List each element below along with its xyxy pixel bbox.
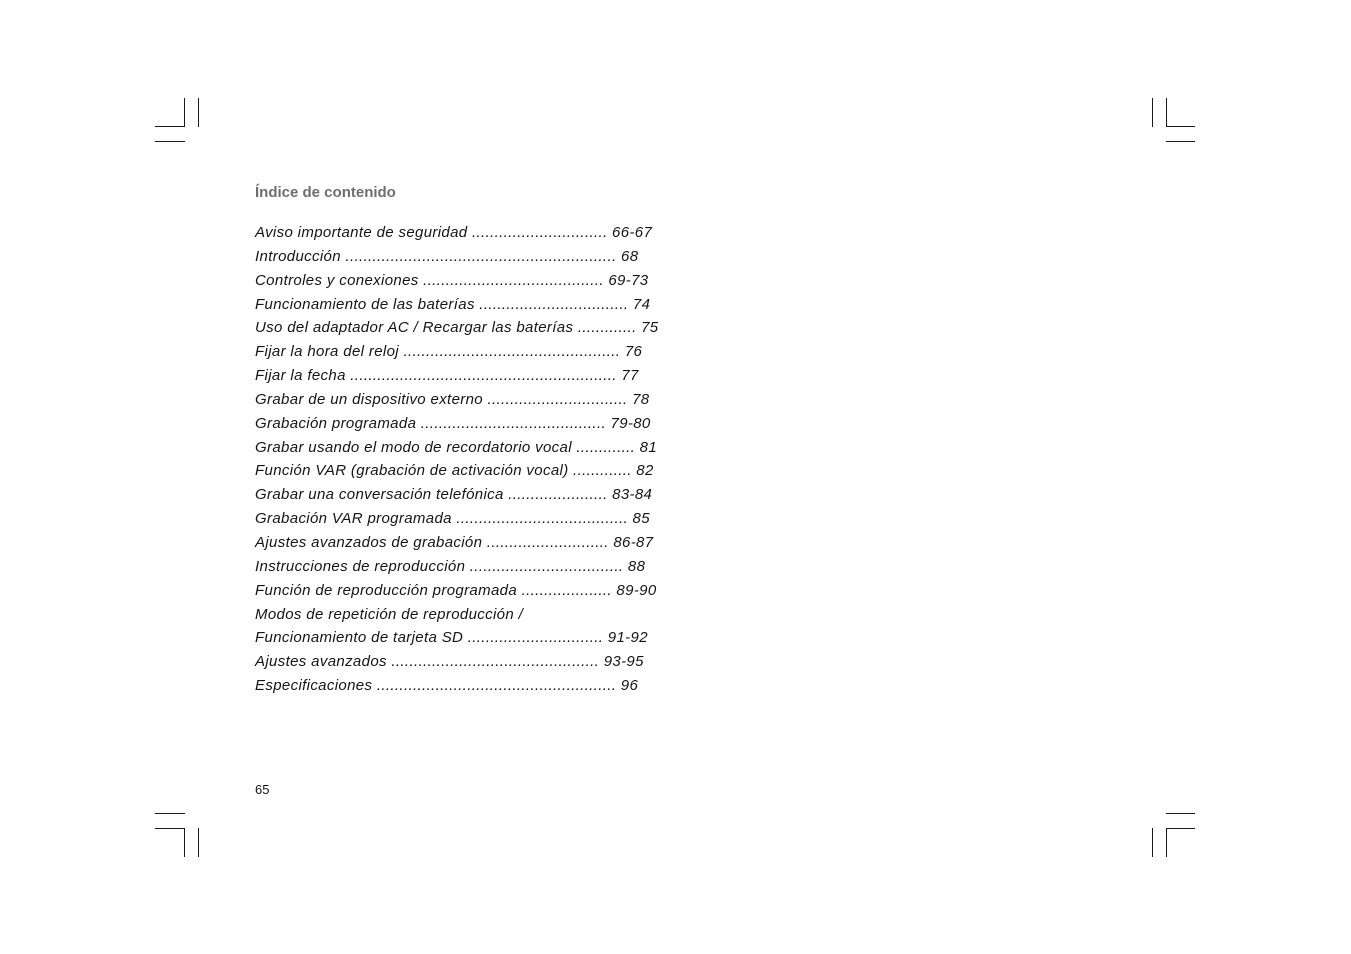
toc-entry: Funcionamiento de las baterías ................................. 74 xyxy=(255,295,651,313)
toc-entry: Instrucciones de reproducción .................................. 88 xyxy=(255,557,646,575)
crop-mark-top-right-v xyxy=(1152,98,1153,127)
crop-mark-bottom-left-h2 xyxy=(155,828,185,829)
crop-mark-bottom-left-v2 xyxy=(198,828,199,857)
toc-entry: Controles y conexiones ........................................ 69-73 xyxy=(255,271,649,289)
toc-entry: Ajustes avanzados .............................................. 93-95 xyxy=(255,653,644,671)
crop-mark-bottom-right-v2 xyxy=(1166,828,1167,857)
toc-entry: Grabación VAR programada ...................................... 85 xyxy=(255,510,650,528)
toc-entry: Fijar la fecha ........................................................... 77 xyxy=(255,367,639,385)
crop-mark-bottom-right-v xyxy=(1152,828,1153,857)
toc-entry: Aviso importante de seguridad .............................. 66-67 xyxy=(255,224,653,241)
toc-entry: Introducción ............................................................ 68 xyxy=(255,247,639,265)
toc-entry: Ajustes avanzados de grabación ........................... 86-87 xyxy=(255,533,654,551)
crop-mark-bottom-right-h xyxy=(1166,813,1195,814)
toc-entry: Fijar la hora del reloj ................................................ 76 xyxy=(255,343,643,361)
toc-entry: Función de reproducción programada .................... 89-90 xyxy=(255,581,657,599)
crop-mark-bottom-left-v xyxy=(184,828,185,857)
toc-entry: Funcionamiento de tarjeta SD .............................. 91-92 xyxy=(255,629,648,647)
crop-mark-bottom-left-h xyxy=(155,813,185,814)
crop-mark-top-right-h2 xyxy=(1166,141,1195,142)
crop-mark-top-left-h2 xyxy=(155,141,185,142)
toc-title: Índice de contenido xyxy=(255,184,396,201)
toc-entry: Grabación programada ......................................... 79-80 xyxy=(255,414,651,432)
crop-mark-top-right-h xyxy=(1166,126,1195,127)
table-of-contents xyxy=(255,221,695,698)
toc-entry: Grabar usando el modo de recordatorio vocal ............. 81 xyxy=(255,438,658,456)
crop-mark-top-left-h xyxy=(155,126,185,127)
crop-mark-top-right-v2 xyxy=(1166,98,1167,127)
toc-entry: Grabar una conversación telefónica ...................... 83-84 xyxy=(255,486,653,504)
toc-entry: Función VAR (grabación de activación vocal) ............. 82 xyxy=(255,462,654,480)
page-number: 65 xyxy=(255,782,270,797)
toc-entry: Especificaciones ..................................................... 96 xyxy=(255,677,639,695)
crop-mark-top-left-v xyxy=(184,98,185,127)
toc-entry: Grabar de un dispositivo externo ............................... 78 xyxy=(255,390,650,408)
crop-mark-bottom-right-h2 xyxy=(1166,828,1195,829)
toc-entry: Modos de repetición de reproducción / xyxy=(255,605,524,623)
toc-entry: Uso del adaptador AC / Recargar las baterías ............. 75 xyxy=(255,319,659,337)
crop-mark-top-left-v2 xyxy=(198,98,199,127)
